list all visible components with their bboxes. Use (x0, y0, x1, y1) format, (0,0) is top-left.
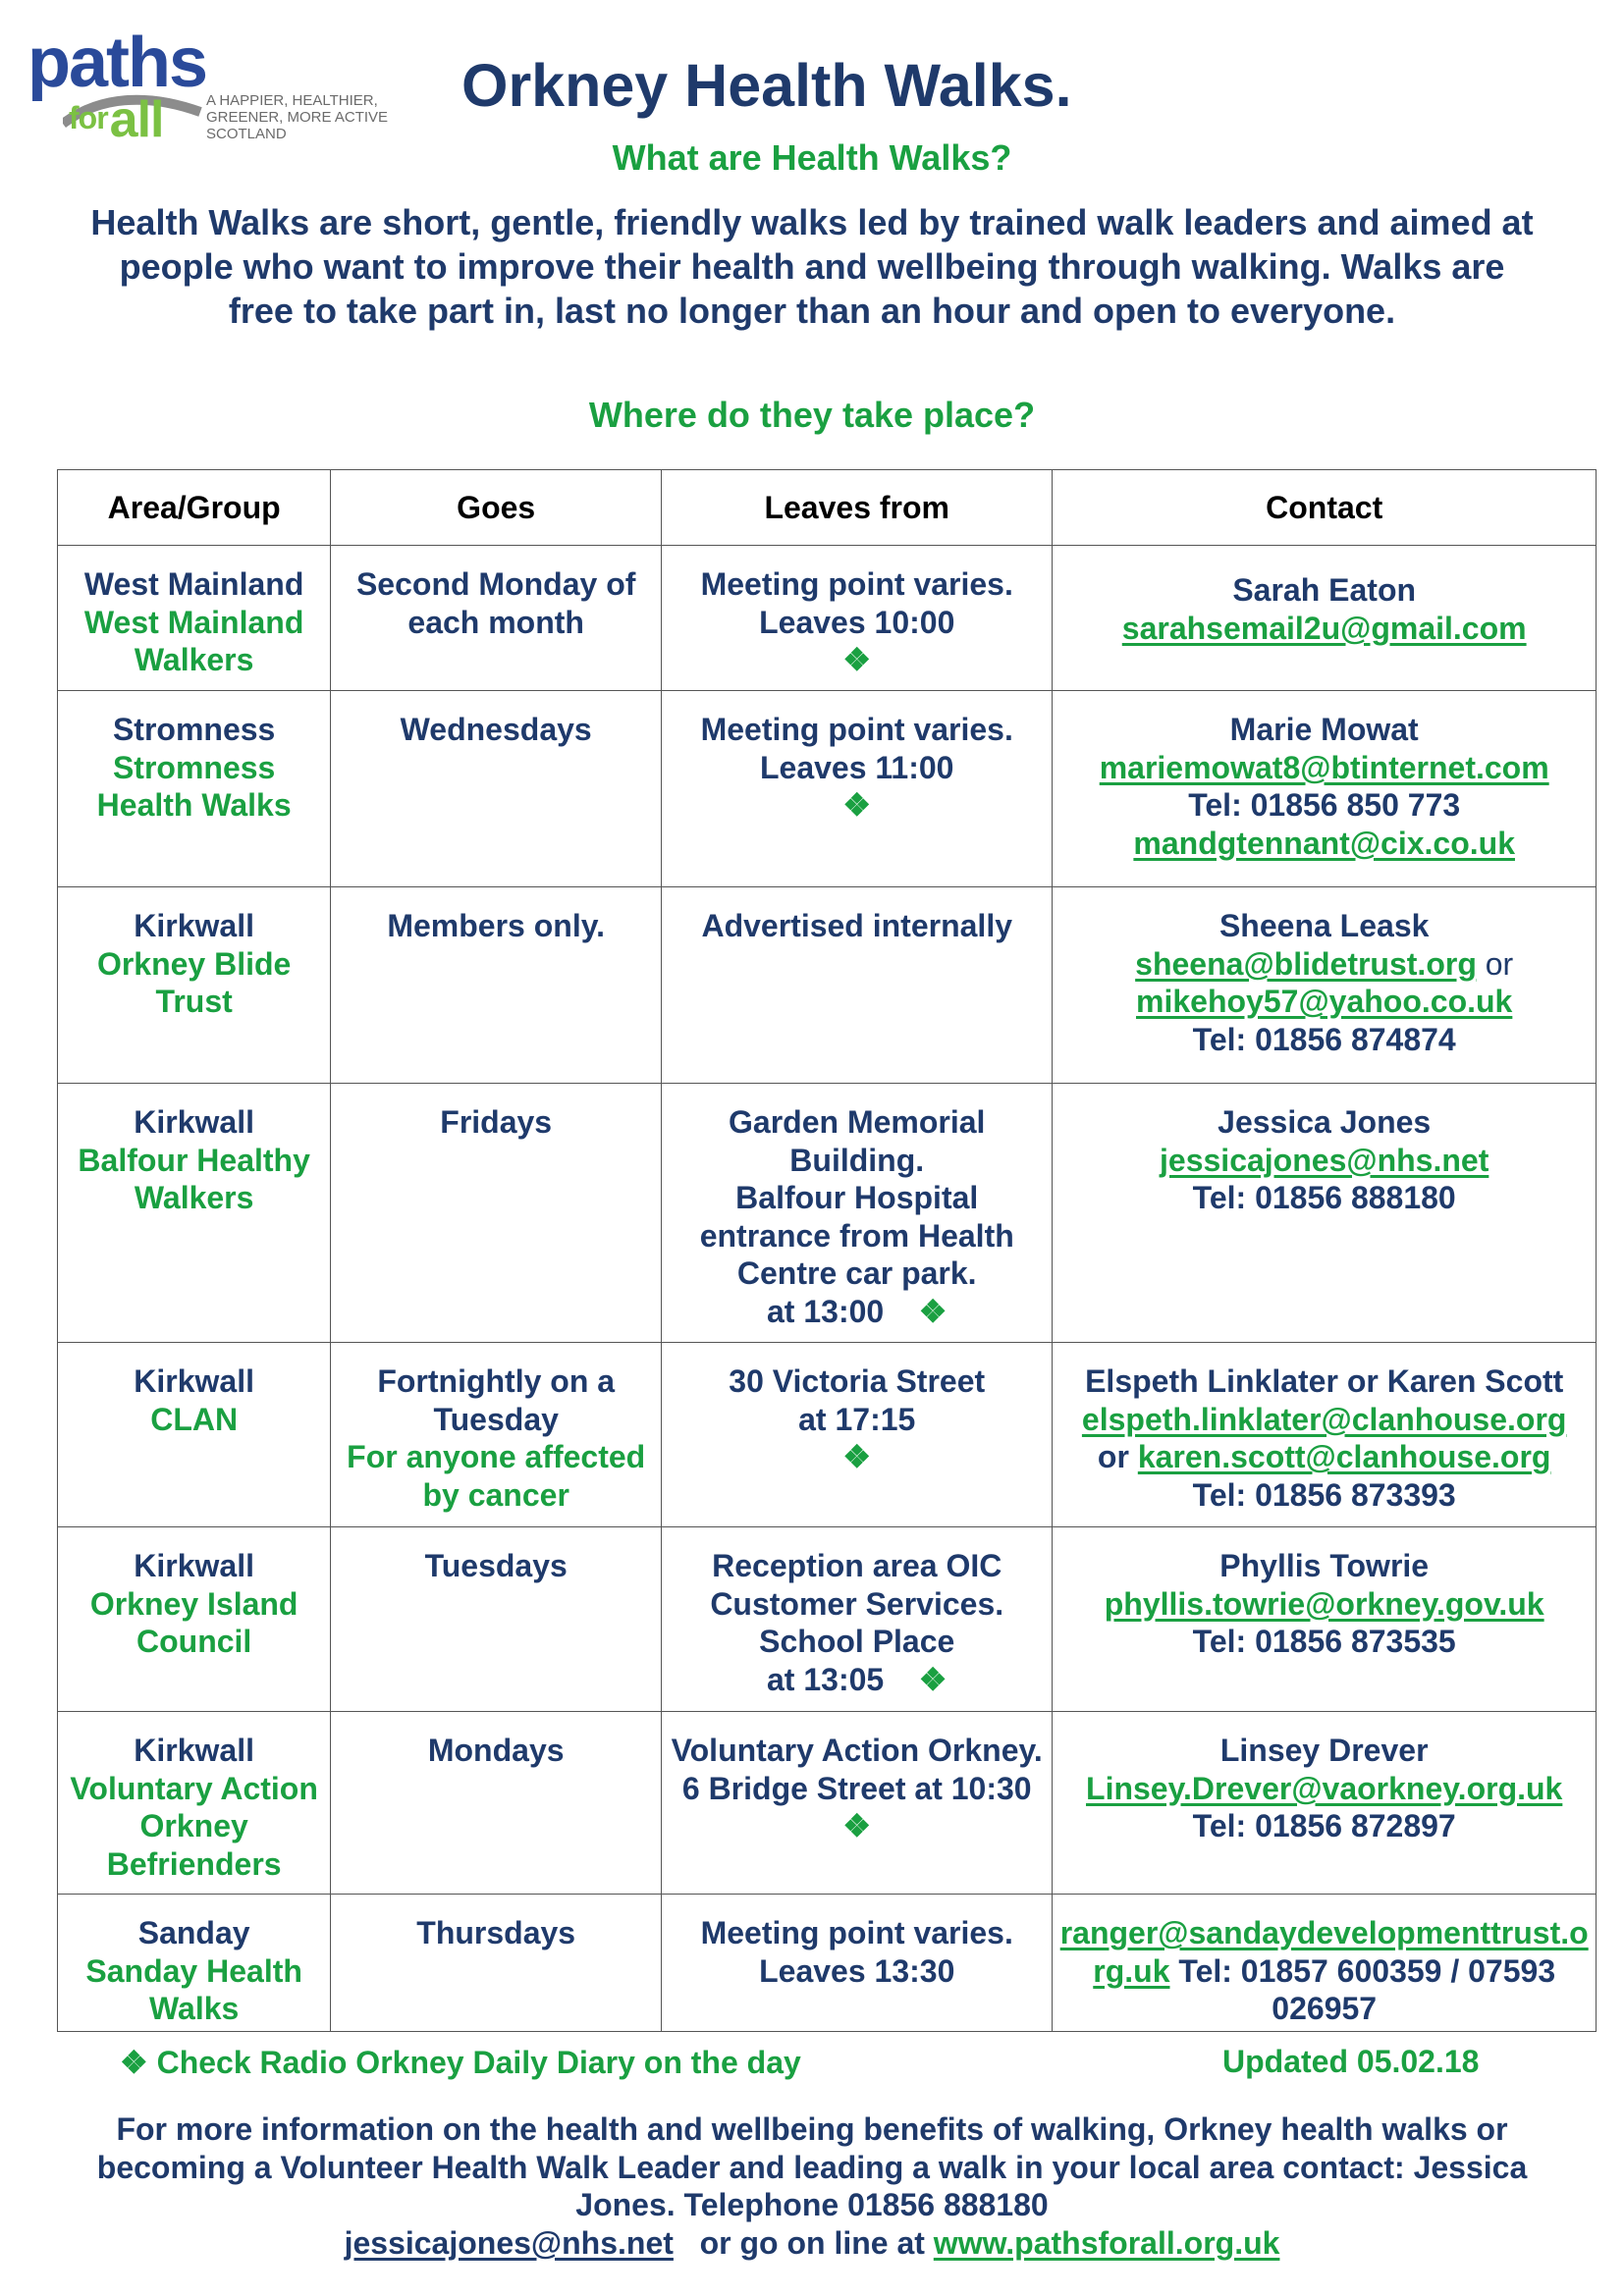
more-info-mid: or go on line at (699, 2224, 925, 2261)
contact-email-link[interactable]: ranger@sandaydevelopmenttrust.org.uk (1059, 1915, 1589, 1989)
contact-after: or (1485, 945, 1514, 982)
contact-line (1056, 610, 1592, 648)
goes-extra: For anyone affected by cancer (347, 1439, 646, 1513)
more-info-website-link[interactable]: www.pathsforall.org.uk (933, 2224, 1280, 2261)
contact-email-link[interactable]: mariemowat8@btinternet.com (1099, 749, 1549, 785)
diamond-icon: ❖ (842, 1808, 872, 1843)
goes-text: Thursdays (416, 1915, 576, 1950)
contact-cell (1053, 1895, 1597, 2032)
leaves-line: Meeting point varies. (700, 566, 1013, 602)
leaves-cell (662, 1712, 1053, 1895)
area-name: Stromness (112, 712, 276, 747)
leaves-cell (662, 691, 1053, 887)
contact-phone: Tel: 01856 873393 (1192, 1476, 1456, 1513)
contact-email-link[interactable]: sheena@blidetrust.org (1135, 945, 1477, 982)
contact-phone: Tel: 01856 874874 (1192, 1021, 1456, 1057)
leaves-line: School Place (759, 1624, 955, 1659)
logo-paths-word: paths (27, 24, 207, 102)
leaves-cell (662, 887, 1053, 1084)
table-header-row (58, 470, 1597, 546)
leaves-line: at 13:05 ❖ (767, 1661, 947, 1697)
area-cell (58, 1527, 331, 1712)
leaves-cell (662, 546, 1053, 691)
area-name: Kirkwall (134, 1548, 254, 1583)
goes-text: Second Monday of each month (355, 566, 636, 640)
goes-text: Fridays (440, 1104, 553, 1140)
page-title: Orkney Health Walks. (461, 52, 1072, 119)
goes-text: Members only. (387, 908, 606, 943)
updated-date: Updated 05.02.18 (1222, 2044, 1480, 2079)
contact-line (1056, 1623, 1592, 1661)
area-cell (58, 1084, 331, 1343)
contact-cell (1053, 1084, 1597, 1343)
table-row (58, 546, 1597, 691)
more-info-email-link[interactable]: jessicajones@nhs.net (344, 2224, 674, 2261)
contact-line (1056, 1914, 1592, 2028)
contact-name: Elspeth Linklater or Karen Scott (1085, 1363, 1564, 1399)
contact-cell (1053, 1712, 1597, 1895)
goes-cell (331, 1895, 662, 2032)
leaves-cell (662, 1895, 1053, 2032)
contact-line (1056, 1585, 1592, 1624)
header-goes: Goes (331, 470, 662, 546)
goes-text: Mondays (427, 1733, 565, 1768)
contact-cell (1053, 887, 1597, 1084)
goes-cell (331, 1527, 662, 1712)
leaves-line: Voluntary Action Orkney. 6 Bridge Street at 10:30 (671, 1733, 1043, 1806)
contact-line (1056, 1438, 1592, 1476)
leaves-line: Advertised internally (701, 908, 1012, 943)
leaves-line: at 17:15 (798, 1401, 916, 1437)
contact-name: Phyllis Towrie (1219, 1548, 1430, 1583)
contact-phone: Tel: 01856 873535 (1192, 1624, 1456, 1659)
leaves-cell (662, 1343, 1053, 1527)
header-leaves: Leaves from (662, 470, 1053, 546)
table-row (58, 887, 1597, 1084)
area-name: Kirkwall (134, 1104, 254, 1140)
group-name: Stromness Health Walks (96, 749, 292, 823)
contact-phone: Tel: 01856 850 773 (1188, 787, 1461, 823)
contact-email-link[interactable]: sarahsemail2u@gmail.com (1121, 610, 1527, 646)
contact-line (1056, 1401, 1592, 1439)
radio-note-text: Check Radio Orkney Daily Diary on the day (156, 2045, 801, 2080)
area-cell (58, 1712, 331, 1895)
contact-email-link[interactable]: karen.scott@clanhouse.org (1137, 1439, 1551, 1474)
more-info-text: For more information on the health and wellbeing benefits of walking, Orkney health walks or becoming a Volunteer Health Walk Leader and leading a walk in your local area contact: Jessica Jones. Telephone 01856 888180 (96, 2111, 1528, 2222)
diamond-icon: ❖ (842, 642, 872, 677)
goes-text: Tuesdays (424, 1548, 568, 1583)
table-row (58, 1895, 1597, 2032)
table-row (58, 1084, 1597, 1343)
contact-line (1056, 1476, 1592, 1515)
intro-paragraph: Health Walks are short, gentle, friendly walks led by trained walk leaders and aimed at people who want to improve their health and wellbeing through walking. Walks are free to take part in, last no longer than an hour and open to everyone. (90, 202, 1534, 331)
contact-name: Marie Mowat (1229, 712, 1419, 747)
contact-email-link[interactable]: phyllis.towrie@orkney.gov.uk (1104, 1585, 1544, 1622)
diamond-icon: ❖ (842, 787, 872, 823)
area-name: Kirkwall (134, 908, 254, 943)
leaves-line: at 13:00 ❖ (767, 1293, 947, 1329)
contact-line (1056, 825, 1592, 863)
area-cell (58, 1343, 331, 1527)
logo-tagline: A HAPPIER, HEALTHIER, GREENER, MORE ACTIVE SCOTLAND (206, 92, 389, 142)
goes-cell (331, 1343, 662, 1527)
goes-cell (331, 1084, 662, 1343)
diamond-icon: ❖ (918, 1661, 947, 1697)
goes-cell (331, 691, 662, 887)
contact-after: Tel: 01857 600359 / 07593 026957 (1178, 1952, 1556, 2026)
contact-line (1056, 786, 1592, 825)
radio-note (120, 2044, 801, 2081)
group-name: Orkney Blide Trust (96, 945, 292, 1019)
group-name: CLAN (150, 1401, 239, 1437)
area-cell (58, 887, 331, 1084)
contact-phone: Tel: 01856 872897 (1192, 1808, 1456, 1843)
leaves-line: Meeting point varies. (700, 1915, 1013, 1950)
logo-all-word: all (109, 91, 164, 148)
goes-text: Wednesdays (400, 712, 592, 747)
table-row (58, 691, 1597, 887)
table-row (58, 1343, 1597, 1527)
contact-line (1056, 1770, 1592, 1808)
goes-cell (331, 546, 662, 691)
contact-email-link[interactable]: mandgtennant@cix.co.uk (1133, 825, 1515, 861)
group-name: West Mainland Walkers (83, 604, 304, 677)
contact-email-link[interactable]: mikehoy57@yahoo.co.uk (1136, 984, 1513, 1019)
leaves-line: Garden Memorial Building. (729, 1104, 986, 1178)
contact-line (1056, 983, 1592, 1021)
leaves-line: 30 Victoria Street (729, 1363, 986, 1399)
contact-before: or (1097, 1439, 1129, 1474)
logo-for-word: for (69, 100, 108, 135)
area-cell (58, 546, 331, 691)
contact-name: Sarah Eaton (1232, 572, 1417, 608)
question-what: What are Health Walks? (612, 137, 1012, 178)
group-name: Sanday Health Walks (85, 1952, 302, 2026)
contact-phone: Tel: 01856 888180 (1192, 1180, 1456, 1215)
area-name: West Mainland (83, 566, 304, 602)
group-name: Orkney Island Council (89, 1585, 298, 1659)
contact-line (1056, 1021, 1592, 1059)
leaves-line: Balfour Hospital entrance from Health Centre car park. (699, 1180, 1014, 1291)
group-name: Balfour Healthy Walkers (78, 1142, 310, 1215)
leaves-cell (662, 1084, 1053, 1343)
diamond-icon: ❖ (120, 2045, 148, 2080)
contact-email-link[interactable]: jessicajones@nhs.net (1160, 1142, 1489, 1178)
leaves-line: Leaves 13:30 (759, 1952, 955, 1989)
contact-name: Linsey Drever (1219, 1733, 1429, 1768)
leaves-cell (662, 1527, 1053, 1712)
area-cell (58, 691, 331, 887)
contact-name: Sheena Leask (1218, 908, 1430, 943)
more-info (79, 2110, 1545, 2262)
paths-for-all-logo (27, 24, 420, 151)
area-cell (58, 1895, 331, 2032)
contact-line (1056, 749, 1592, 787)
goes-cell (331, 1712, 662, 1895)
walks-table (57, 469, 1597, 2032)
contact-cell (1053, 546, 1597, 691)
goes-cell (331, 887, 662, 1084)
contact-line (1056, 1179, 1592, 1217)
area-name: Kirkwall (134, 1733, 254, 1768)
area-name: Sanday (137, 1915, 250, 1950)
contact-line (1056, 1142, 1592, 1180)
goes-text: Fortnightly on a Tuesday (377, 1363, 616, 1437)
diamond-icon: ❖ (842, 1439, 872, 1474)
question-where: Where do they take place? (588, 395, 1036, 435)
table-row (58, 1712, 1597, 1895)
group-name: Voluntary Action Orkney Befrienders (70, 1770, 318, 1882)
contact-cell (1053, 1343, 1597, 1527)
header-contact: Contact (1053, 470, 1597, 546)
leaves-line: Meeting point varies. (700, 712, 1013, 747)
contact-email-link[interactable]: Linsey.Drever@vaorkney.org.uk (1086, 1770, 1563, 1806)
header-area: Area/Group (58, 470, 331, 546)
contact-line (1056, 1807, 1592, 1845)
diamond-icon: ❖ (918, 1293, 947, 1329)
contact-cell (1053, 1527, 1597, 1712)
leaves-line: Leaves 10:00 (759, 604, 955, 640)
leaves-line: Leaves 11:00 (759, 749, 954, 785)
contact-name: Jessica Jones (1218, 1104, 1432, 1140)
contact-cell (1053, 691, 1597, 887)
leaves-line: Reception area OIC Customer Services. (710, 1548, 1004, 1622)
area-name: Kirkwall (134, 1363, 254, 1399)
contact-line (1056, 945, 1592, 984)
table-row (58, 1527, 1597, 1712)
contact-email-link[interactable]: elspeth.linklater@clanhouse.org (1081, 1401, 1567, 1437)
